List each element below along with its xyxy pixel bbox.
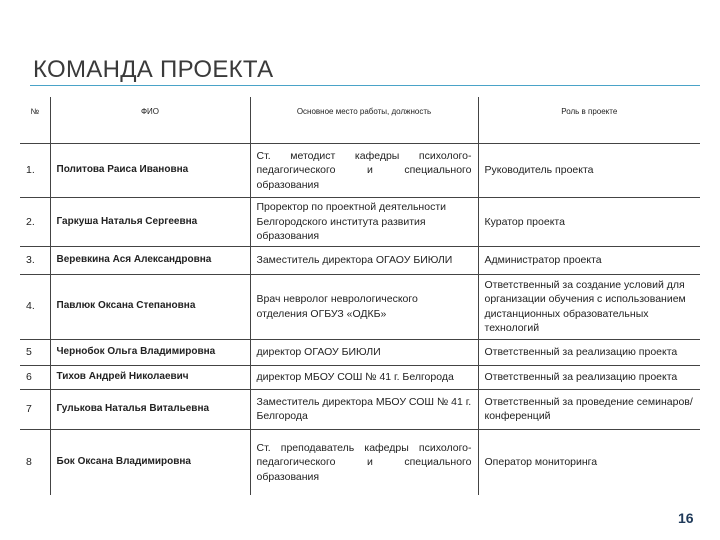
header-role: Роль в проекте [478,97,700,144]
row-number: 4. [20,274,50,339]
table-row [20,429,700,495]
row-number: 8 [20,429,50,495]
member-role: Куратор проекта [478,198,700,247]
member-name: Гаркуша Наталья Сергеевна [50,198,250,247]
row-number: 1. [20,144,50,198]
table-row [20,389,700,429]
member-role: Ответственный за реализацию проекта [478,339,700,365]
row-number: 5 [20,339,50,365]
member-role: Ответственный за проведение семинаров/конференций [478,389,700,429]
member-name: Гулькова Наталья Витальевна [50,389,250,429]
header-work: Основное место работы, должность [250,97,478,144]
member-workplace: директор ОГАОУ БИЮЛИ [250,339,478,365]
row-number: 2. [20,198,50,247]
page-title: КОМАНДА ПРОЕКТА [33,56,274,83]
table-row [20,365,700,389]
table-row [20,246,700,274]
member-name: Чернобок Ольга Владимировна [50,339,250,365]
row-number: 6 [20,365,50,389]
member-workplace: Заместитель директора ОГАОУ БИЮЛИ [250,246,478,274]
member-name: Тихов Андрей Николаевич [50,365,250,389]
member-role: Ответственный за реализацию проекта [478,365,700,389]
member-name: Бок Оксана Владимировна [50,429,250,495]
member-workplace: Врач невролог неврологического отделения ОГБУЗ «ОДКБ» [250,274,478,339]
header-fio: ФИО [50,97,250,144]
member-role: Оператор мониторинга [478,429,700,495]
member-workplace: Ст. методист кафедры психолого-педагогического и специального образования [250,144,478,198]
member-workplace: Заместитель директора МБОУ СОШ № 41 г. Белгорода [250,389,478,429]
table-row [20,274,700,339]
member-role: Руководитель проекта [478,144,700,198]
row-number: 3. [20,246,50,274]
member-role: Администратор проекта [478,246,700,274]
table-row [20,144,700,198]
member-name: Павлюк Оксана Степановна [50,274,250,339]
table-row [20,339,700,365]
team-table [20,97,700,495]
member-workplace: директор МБОУ СОШ № 41 г. Белгорода [250,365,478,389]
member-workplace: Проректор по проектной деятельности Белгородского института развития образования [250,198,478,247]
member-name: Политова Раиса Ивановна [50,144,250,198]
member-role: Ответственный за создание условий для организации обучения с использованием дистанционных образовательных технологий [478,274,700,339]
table-row [20,198,700,247]
row-number: 7 [20,389,50,429]
table-header-row [20,97,700,144]
header-num: № [20,97,50,144]
page-number: 16 [678,510,694,526]
member-workplace: Ст. преподаватель кафедры психолого-педагогического и специального образования [250,429,478,495]
title-divider [30,85,700,86]
member-name: Веревкина Ася Александровна [50,246,250,274]
